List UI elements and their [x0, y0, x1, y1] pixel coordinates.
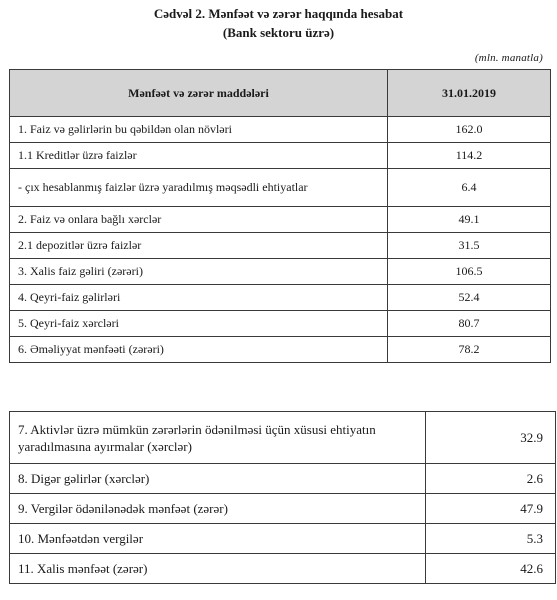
row-label: 2. Faiz və onlara bağlı xərclər: [10, 207, 388, 233]
row-label: 1.1 Kreditlər üzrə faizlər: [10, 143, 388, 169]
row-value: 162.0: [388, 117, 551, 143]
row-label: 7. Aktivlər üzrə mümkün zərərlərin ödənilməsi üçün xüsusi ehtiyatın yaradılmasına ayırmalar (xərclər): [10, 412, 426, 464]
row-value: 106.5: [388, 259, 551, 285]
income-statement-table-part1: [9, 69, 551, 363]
row-value: 42.6: [426, 554, 556, 584]
row-label: - çıx hesablanmış faizlər üzrə yaradılmış məqsədli ehtiyatlar: [10, 169, 388, 207]
table-row: [10, 169, 551, 207]
table-row: [10, 464, 556, 494]
row-label: 6. Əməliyyat mənfəəti (zərəri): [10, 337, 388, 363]
income-statement-table-part2: [9, 411, 556, 584]
unit-note: (mln. manatla): [474, 52, 543, 64]
row-value: 5.3: [426, 524, 556, 554]
row-value: 6.4: [388, 169, 551, 207]
table-row: [10, 259, 551, 285]
table-row: [10, 117, 551, 143]
row-label: 2.1 depozitlər üzrə faizlər: [10, 233, 388, 259]
row-value: 2.6: [426, 464, 556, 494]
table-row: [10, 554, 556, 584]
row-label: 9. Vergilər ödənilənədək mənfəət (zərər): [10, 494, 426, 524]
row-value: 49.1: [388, 207, 551, 233]
table-row: [10, 143, 551, 169]
row-label: 10. Mənfəətdən vergilər: [10, 524, 426, 554]
table-row: [10, 207, 551, 233]
row-label: 3. Xalis faiz gəliri (zərəri): [10, 259, 388, 285]
table-row: [10, 494, 556, 524]
table-header-row: [10, 70, 551, 117]
row-value: 114.2: [388, 143, 551, 169]
row-label: 1. Faiz və gəlirlərin bu qəbildən olan növləri: [10, 117, 388, 143]
table-title: Cədvəl 2. Mənfəət və zərər haqqında hesabat: [153, 6, 404, 21]
row-value: 47.9: [426, 494, 556, 524]
header-date: 31.01.2019: [388, 70, 551, 117]
row-value: 31.5: [388, 233, 551, 259]
row-label: 8. Digər gəlirlər (xərclər): [10, 464, 426, 494]
row-label: 11. Xalis mənfəət (zərər): [10, 554, 426, 584]
table-subtitle: (Bank sektoru üzrə): [222, 25, 335, 40]
row-value: 80.7: [388, 311, 551, 337]
table-row: [10, 311, 551, 337]
header-items: Mənfəət və zərər maddələri: [10, 70, 388, 117]
row-value: 32.9: [426, 412, 556, 464]
row-label: 5. Qeyri-faiz xərcləri: [10, 311, 388, 337]
table-row: [10, 412, 556, 464]
table-row: [10, 337, 551, 363]
row-value: 78.2: [388, 337, 551, 363]
table-row: [10, 524, 556, 554]
table-row: [10, 233, 551, 259]
table-row: [10, 285, 551, 311]
row-label: 4. Qeyri-faiz gəlirləri: [10, 285, 388, 311]
row-value: 52.4: [388, 285, 551, 311]
